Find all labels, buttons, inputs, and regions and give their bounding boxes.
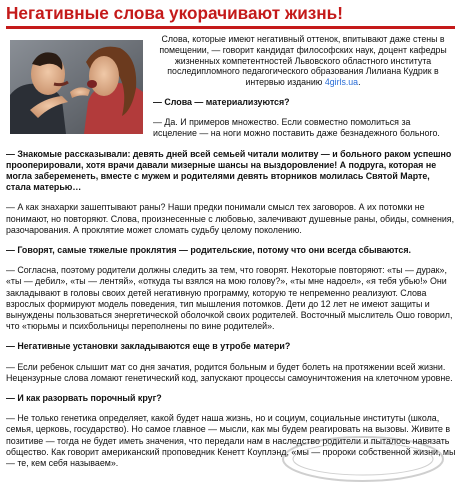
answer-2: — А как знахарки зашептывают раны? Наши предки понимали смысл тех заговоров. А их потомки не понимают, но повторяют. Слова, произнесенные с любовью, залечивают душевные раны, обиды, сомнения, разочарования. А проклятие может сломать судьбу целому поколению. (6, 202, 455, 235)
source-link[interactable]: 4girls.ua (324, 77, 359, 88)
question-1: — Слова — материализуются? (153, 96, 290, 107)
article-title: Негативные слова укорачивают жизнь! (6, 3, 343, 23)
article-page (0, 2, 460, 487)
article-body (4, 34, 456, 469)
question-3: — И как разорвать порочный круг? (6, 393, 162, 404)
statement-2: — Говорят, самые тяжелые проклятия — родительские, потому что они всегда сбываются. (6, 245, 411, 256)
answer-5: — Не только генетика определяет, какой будет наша жизнь, но и социум, социальные институты (школа, семья, церковь, государство). Но самое главное — мысли, как мы будем реагировать на вызовы. Живите в позитиве — тогда не будет иметь значения, что передали нам в наследство родители и пыталось навязать общество. Как говорит американский проповедник Кенетт Коуплэнд, «мы — пророки собственной жизни, мы — те, кем себя называем». (6, 413, 456, 469)
intro-text: Слова, которые имеют негативный оттенок, впитывают даже стены в помещении, — говорит кандидат философских наук, доцент кафедры жизненных компетентностей Львовского областного института последипломного педагогического образования Лилиана Кудрик в интервью изданию (159, 34, 447, 88)
statement-1: — Знакомые рассказывали: девять дней всей семьей читали молитву — и больного раком успешно прооперировали, хотя врачи давали мизерные шансы на выздоровление! А подруга, которая не могла забеременеть, вместе с мужем и родителями девять вторников молилась Святой Марте, стала матерью… (6, 148, 452, 193)
question-2: — Негативные установки закладываются еще в утробе матери? (6, 341, 291, 352)
intro-end: . (358, 77, 361, 88)
answer-4: — Если ребенок слышит мат со дня зачатия, родится больным и будет болеть на протяжении всей жизни. Нецензурные слова ломают генетический код, запускают процессы самоуничтожения на клеточном уровне. (6, 361, 453, 383)
couple-arguing-photo (10, 40, 143, 134)
answer-1: — Да. И примеров множество. Если совместно помолиться за исцеление — на ноги можно поставить даже безнадежного больного. (153, 117, 440, 139)
answer-3: — Согласна, поэтому родители должны следить за тем, что говорят. Некоторые повторяют: «ты — дурак», «ты — дебил», «ты — лентяй», «откуда ты взялся на мою голову?», «ты мне надоел», «я тебя убью!» Они закладывают в головы своих детей негативную программу, которую те непременно реализуют. Слова взрослых формируют модель поведения, тип мышления потомков. Дети до 12 лет не имеют защиты и вынуждены пользоваться энергетической оболочкой своих родителей. Восточный мыслитель Ошо говорил, что «тюрьмы и психбольницы переполнены по вине родителей». (6, 265, 453, 332)
title-divider (6, 26, 455, 29)
